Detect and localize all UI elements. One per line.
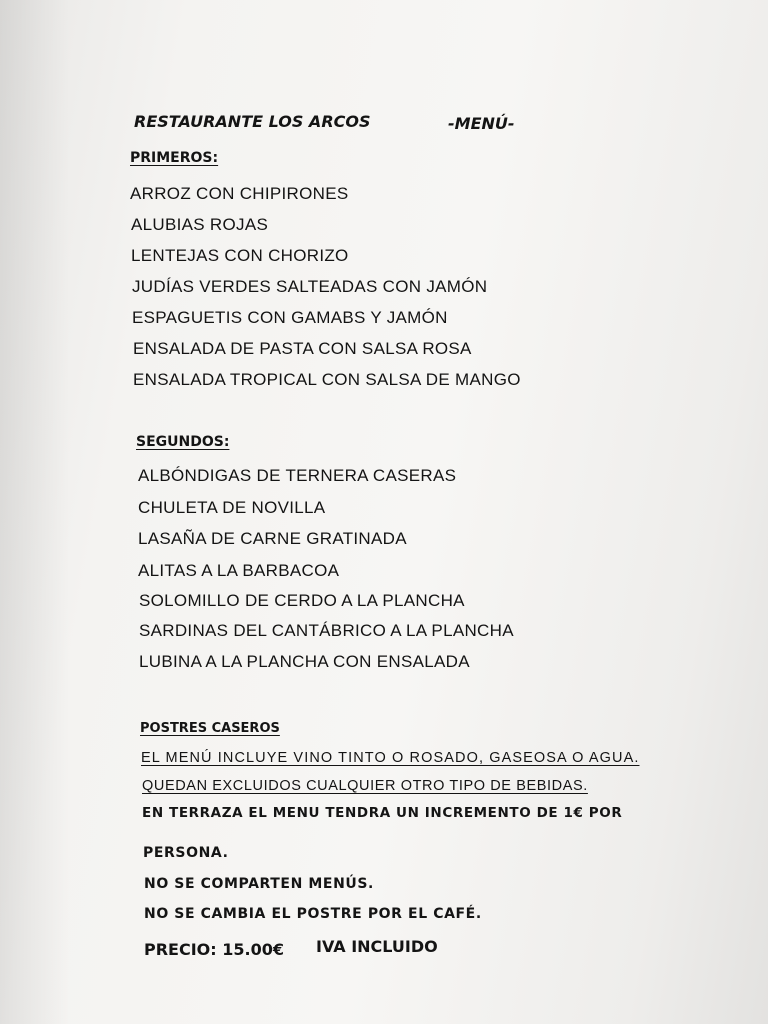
segundos-item: LUBINA A LA PLANCHA CON ENSALADA	[139, 652, 470, 671]
primeros-item: ARROZ CON CHIPIRONES	[130, 184, 349, 203]
terrace-surcharge-note-continued: PERSONA.	[143, 845, 229, 861]
drinks-included-note: EL MENÚ INCLUYE VINO TINTO O ROSADO, GASEOSA O AGUA.	[141, 750, 640, 766]
segundos-item: LASAÑA DE CARNE GRATINADA	[138, 529, 407, 548]
primeros-item: ALUBIAS ROJAS	[131, 215, 269, 234]
vat-included-label: IVA INCLUIDO	[316, 937, 438, 956]
no-sharing-note: NO SE COMPARTEN MENÚS.	[144, 876, 374, 892]
menu-title: -MENÚ-	[448, 114, 515, 133]
primeros-item: ENSALADA TROPICAL CON SALSA DE MANGO	[133, 370, 521, 389]
primeros-item: ENSALADA DE PASTA CON SALSA ROSA	[133, 339, 472, 358]
primeros-item: LENTEJAS CON CHORIZO	[131, 246, 349, 265]
postres-heading: POSTRES CASEROS	[140, 721, 280, 736]
segundos-item: SOLOMILLO DE CERDO A LA PLANCHA	[139, 591, 465, 610]
segundos-item: ALBÓNDIGAS DE TERNERA CASERAS	[138, 466, 457, 485]
price-label: PRECIO: 15.00€	[144, 940, 284, 959]
segundos-item: ALITAS A LA BARBACOA	[138, 561, 340, 580]
no-dessert-swap-note: NO SE CAMBIA EL POSTRE POR EL CAFÉ.	[144, 906, 482, 922]
primeros-heading: PRIMEROS:	[130, 150, 219, 166]
restaurant-name: RESTAURANTE LOS ARCOS	[134, 112, 371, 131]
terrace-surcharge-note: EN TERRAZA EL MENU TENDRA UN INCREMENTO DE 1€ POR	[142, 805, 623, 821]
primeros-item: ESPAGUETIS CON GAMABS Y JAMÓN	[132, 308, 448, 327]
drinks-excluded-note: QUEDAN EXCLUIDOS CUALQUIER OTRO TIPO DE BEBIDAS.	[142, 778, 588, 794]
segundos-item: SARDINAS DEL CANTÁBRICO A LA PLANCHA	[139, 621, 514, 640]
primeros-item: JUDÍAS VERDES SALTEADAS CON JAMÓN	[132, 277, 488, 296]
segundos-heading: SEGUNDOS:	[136, 434, 230, 450]
segundos-item: CHULETA DE NOVILLA	[138, 498, 326, 517]
